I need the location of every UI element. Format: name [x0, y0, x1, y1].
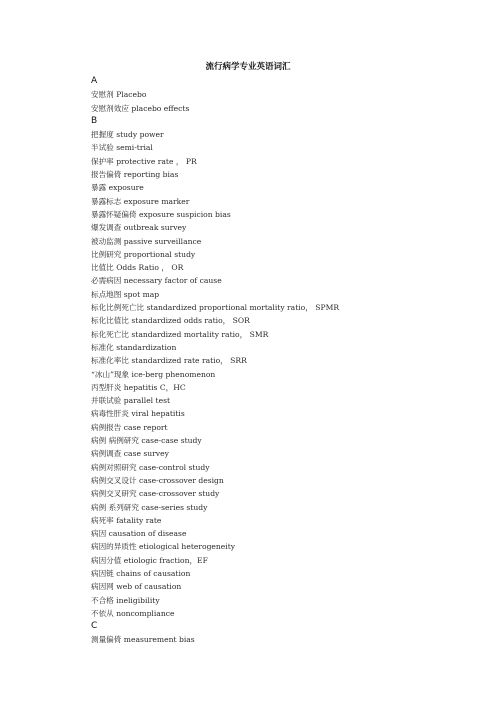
glossary-entry: 病例 系列研究 case-series study	[91, 502, 208, 512]
glossary-entry: 比例研究 proportional study	[91, 249, 196, 259]
glossary-entry: 把握度 study power	[91, 130, 164, 140]
glossary-entry: 标点地图 spot map	[91, 289, 160, 299]
glossary-entry: 必需病因 necessary factor of cause	[91, 276, 222, 286]
glossary-entry: 病例 病例研究 case-case study	[91, 436, 202, 446]
glossary-entry: 保护率 protective rate ， PR	[91, 156, 197, 166]
glossary-entry: 标化死亡比 standardized mortality ratio， SMR	[91, 329, 269, 339]
glossary-entry: 病因网 web of causation	[91, 582, 182, 592]
glossary-entry: 暴露 exposure	[91, 183, 144, 193]
glossary-entry: 病例交叉设计 case-crossover design	[91, 475, 224, 485]
glossary-entry: 病例报告 case report	[91, 422, 168, 432]
glossary-entry: 标准化率比 standardized rate ratio， SRR	[91, 356, 247, 366]
glossary-entry: “冰山”现象 ice-berg phenomenon	[91, 369, 216, 379]
glossary-entry: 病例交叉研究 case-crossover study	[91, 489, 220, 499]
glossary-entry: 病因的异质性 etiological heterogeneity	[91, 542, 236, 552]
glossary-entry: 病因分值 etiologic fraction，EF	[91, 555, 208, 565]
section-letter: B	[91, 115, 98, 126]
glossary-entry: 测量偏倚 measurement bias	[91, 635, 195, 645]
glossary-entry: 暴露标志 exposure marker	[91, 196, 190, 206]
glossary-list	[91, 75, 466, 647]
section-letter: C	[91, 621, 98, 632]
glossary-entry: 比值比 Odds Ratio ， OR	[91, 263, 184, 273]
glossary-entry: 报告偏倚 reporting bias	[91, 170, 179, 180]
glossary-entry: 暴露怀疑偏倚 exposure suspicion bias	[91, 209, 231, 219]
glossary-entry: 爆发调查 outbreak survey	[91, 223, 187, 233]
glossary-entry: 病毒性肝炎 viral hepatitis	[91, 409, 185, 419]
glossary-entry: 标化比值比 standardized odds ratio， SOR	[91, 316, 250, 326]
glossary-entry: 病因 causation of disease	[91, 529, 187, 539]
glossary-entry: 病例调查 case survey	[91, 449, 169, 459]
glossary-entry: 半试验 semi-trial	[91, 143, 153, 153]
glossary-entry: 被动监测 passive surveillance	[91, 236, 202, 246]
document-title: 流行病学专业英语词汇	[205, 62, 291, 72]
glossary-entry: 安慰剂效应 placebo effects	[91, 103, 190, 113]
glossary-entry: 病死率 fatality rate	[91, 515, 162, 525]
glossary-entry: 标化比例死亡比 standardized proportional mortality ratio， SPMR	[91, 303, 340, 313]
glossary-entry: 不合格 ineligibility	[91, 595, 160, 605]
glossary-entry: 病例对照研究 case-control study	[91, 462, 210, 472]
glossary-entry: 并联试验 parallel test	[91, 396, 171, 406]
glossary-entry: 安慰剂 Placebo	[91, 90, 147, 100]
glossary-entry: 病因链 chains of causation	[91, 568, 191, 578]
section-letter: A	[91, 76, 98, 86]
glossary-entry: 丙型肝炎 hepatitis C，HC	[91, 382, 186, 392]
glossary-entry: 标准化 standardization	[91, 342, 177, 352]
glossary-entry: 不依从 noncompliance	[91, 608, 175, 618]
